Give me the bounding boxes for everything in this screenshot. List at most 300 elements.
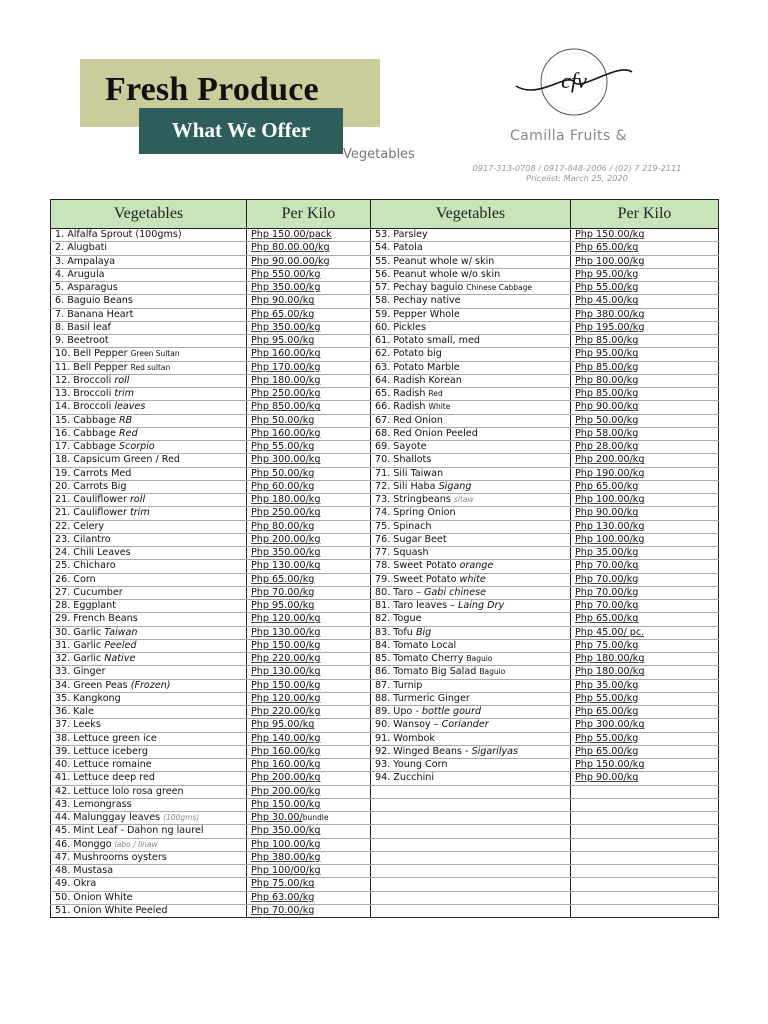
item-label: 78. Sweet Potato [375,560,457,572]
item-label: 73. Stringbeans [375,494,451,506]
price-value: Php 160.00/kg [251,348,321,360]
price-per-kilo [247,401,371,414]
item-label: 59. Pepper Whole [375,308,460,320]
vegetable-name [371,891,571,904]
item-label: 21. Cauliflower [55,507,127,519]
page-subtitle: What We Offer [171,118,311,142]
price-value: Php 350.00/kg [251,282,321,294]
table-row [51,255,719,268]
price-value: Php 350.00/kg [251,547,321,559]
table-row [51,732,719,745]
price-per-kilo [571,255,719,268]
price-per-kilo [571,282,719,295]
item-variant-note: labo / linaw [114,839,158,849]
table-row [51,242,719,255]
vegetable-name [51,520,247,533]
item-label: 84. Tomato Local [375,639,457,651]
price-per-kilo [571,759,719,772]
vegetable-name [51,560,247,573]
item-label: 25. Chicharo [55,560,116,572]
price-value: Php 55.00/kg [251,441,315,453]
price-value: Php 220.00/kg [251,706,321,718]
item-label: 51. Onion White Peeled [55,904,168,916]
item-label: 27. Cucumber [55,586,123,598]
price-per-kilo [571,891,719,904]
vegetable-name [51,865,247,878]
price-per-kilo [571,666,719,679]
price-per-kilo [247,467,371,480]
vegetable-name [51,255,247,268]
item-label: 38. Lettuce green ice [55,732,157,744]
vegetable-name [51,467,247,480]
vegetable-name [51,507,247,520]
price-value: Php 850.00/kg [251,401,321,413]
item-label: 12. Broccoli [55,374,112,386]
price-value: Php 70.00/kg [251,904,315,916]
item-label: 61. Potato small, med [375,335,480,347]
subtitle-banner [139,108,343,154]
item-label: 39. Lettuce iceberg [55,745,148,757]
item-variant-note: Native [104,653,136,665]
vegetable-name [51,374,247,387]
item-label: 6. Baguio Beans [55,295,133,307]
price-value: Php 130.00/kg [251,626,321,638]
price-per-kilo [247,480,371,493]
price-per-kilo [571,388,719,401]
price-per-kilo [571,480,719,493]
table-row [51,719,719,732]
vegetable-name [371,388,571,401]
item-label: 81. Taro leaves – [375,600,455,612]
price-per-kilo [571,348,719,361]
page-title: Fresh Produce [105,71,319,108]
price-value: Php 65.00/kg [251,308,315,320]
item-label: 58. Pechay native [375,295,461,307]
price-per-kilo [571,454,719,467]
table-row [51,480,719,493]
vegetable-name [51,759,247,772]
table-row [51,613,719,626]
price-per-kilo [247,626,371,639]
section-label: Vegetables [343,147,415,162]
item-label: 85. Tomato Cherry [375,653,464,665]
vegetable-name [51,851,247,864]
item-label: 40. Lettuce romaine [55,759,152,771]
price-value: Php 220.00/kg [251,653,321,665]
table-row [51,520,719,533]
item-label: 16. Cabbage [55,427,116,439]
vegetable-name [51,679,247,692]
price-value: Php 70.00/kg [251,586,315,598]
price-value: Php 150.00/kg [251,798,321,810]
item-variant-note: sitaw [453,495,474,505]
price-value: Php 95.00/kg [575,268,639,280]
vegetable-name [371,229,571,242]
item-label: 7. Banana Heart [55,308,134,320]
item-label: 20. Carrots Big [55,480,127,492]
price-per-kilo [247,361,371,374]
price-value: Php 180.00/kg [251,494,321,506]
table-row [51,454,719,467]
price-value: Php 180.00/kg [251,374,321,386]
price-value: Php 200.00/kg [575,454,645,466]
price-value: Php 65.00/kg [575,480,639,492]
item-label: 60. Pickles [375,321,426,333]
header-vegetables-left: Vegetables [51,200,247,229]
item-variant-note: (100gms) [163,813,200,823]
item-label: 36. Kale [55,706,94,718]
price-value: Php 150.00/kg [575,229,645,241]
table-row [51,653,719,666]
price-per-kilo [247,414,371,427]
price-per-kilo [247,706,371,719]
item-label: 54. Patola [375,242,423,254]
price-value: Php 180.00/kg [575,666,645,678]
vegetable-name [371,467,571,480]
item-label: 92. Winged Beans - [375,745,469,757]
item-label: 89. Upo - [375,706,419,718]
item-label: 19. Carrots Med [55,467,132,479]
price-value: Php 35.00/kg [575,679,639,691]
price-per-kilo [247,255,371,268]
item-label: 70. Shallots [375,454,432,466]
table-row [51,586,719,599]
price-per-kilo [247,759,371,772]
price-per-kilo [571,268,719,281]
price-per-kilo [247,454,371,467]
vegetable-name [371,494,571,507]
price-per-kilo [571,653,719,666]
price-per-kilo [247,282,371,295]
item-label: 82. Togue [375,613,422,625]
vegetable-name [371,547,571,560]
vegetable-name [371,268,571,281]
item-label: 44. Malunggay leaves [55,812,161,824]
price-value: Php 350.00/kg [251,825,321,837]
price-value: Php 170.00/kg [251,361,321,373]
item-label: 79. Sweet Potato [375,573,457,585]
vegetable-name [51,719,247,732]
table-row [51,706,719,719]
table-row [51,692,719,705]
item-label: 83. Tofu [375,626,413,638]
vegetable-name [51,480,247,493]
item-label: 93. Young Corn [375,759,448,771]
item-label: 37. Leeks [55,719,101,731]
price-value: Php 70.00/kg [575,560,639,572]
vegetable-name [371,613,571,626]
vegetable-name [51,626,247,639]
table-row [51,573,719,586]
table-row [51,878,719,891]
price-value: Php 150.00/kg [575,759,645,771]
item-label: 14. Broccoli [55,401,112,413]
vegetable-name [371,626,571,639]
price-per-kilo [571,719,719,732]
table-row [51,308,719,321]
price-per-kilo [571,520,719,533]
vegetable-name [51,401,247,414]
price-value: Php 130.00/kg [251,560,321,572]
item-label: 4. Arugula [55,268,105,280]
vegetable-name [51,666,247,679]
vegetable-name [51,653,247,666]
vegetable-name [371,335,571,348]
item-label: 42. Lettuce lolo rosa green [55,785,184,797]
price-value: Php 90.00/kg [575,507,639,519]
price-value: Php 380.00/kg [251,851,321,863]
vegetable-name [51,692,247,705]
item-variant-note: RB [119,414,133,426]
price-per-kilo [247,308,371,321]
price-per-kilo [247,666,371,679]
vegetable-name [51,745,247,758]
item-label: 88. Turmeric Ginger [375,692,470,704]
price-table [50,199,719,918]
item-label: 55. Peanut whole w/ skin [375,255,495,267]
item-label: 8. Basil leaf [55,321,111,333]
vegetable-name [51,388,247,401]
item-label: 29. French Beans [55,613,138,625]
price-per-kilo [247,348,371,361]
price-per-kilo [247,639,371,652]
price-per-kilo [571,242,719,255]
price-per-kilo [571,785,719,798]
price-per-kilo [571,798,719,811]
price-value: Php 75.00/kg [251,878,315,890]
price-per-kilo [247,560,371,573]
vegetable-name [371,904,571,917]
item-variant-note: Sigarilyas [471,745,519,757]
price-per-kilo [247,321,371,334]
vegetable-name [51,427,247,440]
table-row [51,335,719,348]
vegetable-name [371,692,571,705]
vegetable-name [371,308,571,321]
item-variant-note: roll [114,374,130,386]
price-per-kilo [571,626,719,639]
item-label: 22. Celery [55,520,105,532]
price-value: Php 65.00/kg [575,745,639,757]
vegetable-name [371,759,571,772]
vegetable-name [371,242,571,255]
price-value: Php 130.00/kg [575,520,645,532]
price-value: Php 180.00/kg [575,653,645,665]
table-row [51,348,719,361]
price-per-kilo [571,639,719,652]
item-label: 77. Squash [375,547,429,559]
item-label: 18. Capsicum Green / Red [55,454,180,466]
price-per-kilo [247,229,371,242]
item-label: 33. Ginger [55,666,106,678]
item-variant-note: (Frozen) [130,679,171,691]
price-value: Php 75.00/kg [575,639,639,651]
table-row [51,229,719,242]
vegetable-name [51,639,247,652]
item-label: 9. Beetroot [55,335,109,347]
vegetable-name [371,639,571,652]
price-value: Php 150.00/kg [251,639,321,651]
price-per-kilo [247,335,371,348]
vegetable-name [51,785,247,798]
price-per-kilo [247,613,371,626]
vegetable-name [51,533,247,546]
table-row [51,600,719,613]
table-row [51,547,719,560]
vegetable-name [51,308,247,321]
vegetable-name [371,255,571,268]
vegetable-name [371,295,571,308]
table-row [51,838,719,851]
price-per-kilo [247,878,371,891]
price-value: Php 120.00/kg [251,692,321,704]
item-label: 50. Onion White [55,891,133,903]
item-variant-note: Baguio [479,667,506,677]
table-row [51,639,719,652]
price-per-kilo [571,812,719,825]
vegetable-name [371,427,571,440]
vegetable-name [371,348,571,361]
price-per-kilo [571,467,719,480]
vegetable-name [51,706,247,719]
item-variant-note: White [428,402,451,412]
item-label: 43. Lemongrass [55,798,132,810]
price-per-kilo [571,414,719,427]
vegetable-name [371,600,571,613]
price-value: Php 100.00/kg [575,255,645,267]
item-label: 65. Radish [375,388,426,400]
price-value: Php 100.00/kg [575,494,645,506]
contact-phones: 0917-313-0708 / 0917-848-2006 / (02) 7 219-2111 [472,163,682,173]
item-variant-note: bottle gourd [421,706,482,718]
vegetable-name [51,335,247,348]
price-value: Php 95.00/kg [251,719,315,731]
price-value: Php 90.00/kg [251,295,315,307]
vegetable-name [51,613,247,626]
vegetable-name [51,891,247,904]
price-per-kilo [571,865,719,878]
item-variant-note: orange [459,560,494,572]
price-per-kilo [247,533,371,546]
price-value: Php 35.00/kg [575,547,639,559]
vegetable-name [371,785,571,798]
price-per-kilo [247,732,371,745]
item-label: 90. Wansoy – [375,719,439,731]
price-per-kilo [571,361,719,374]
item-label: 23. Cilantro [55,533,111,545]
price-per-kilo [571,600,719,613]
item-label: 31. Garlic [55,639,102,651]
table-row [51,401,719,414]
vegetable-name [51,295,247,308]
table-row [51,295,719,308]
price-value: Php 50.00/kg [251,467,315,479]
vegetable-name [371,666,571,679]
item-label: 71. Sili Taiwan [375,467,444,479]
table-row [51,374,719,387]
item-variant-note: Taiwan [104,626,138,638]
price-value: Php 55.00/kg [575,732,639,744]
price-per-kilo [571,732,719,745]
item-label: 68. Red Onion Peeled [375,427,478,439]
price-value: Php 250.00/kg [251,388,321,400]
vegetable-name [51,600,247,613]
vegetable-name [371,573,571,586]
item-label: 62. Potato big [375,348,442,360]
price-per-kilo [571,308,719,321]
price-value: Php 70.00/kg [575,600,639,612]
header-per-kilo-right: Per Kilo [571,200,719,229]
price-per-kilo [571,706,719,719]
table-header-row [51,200,719,229]
price-per-kilo [571,507,719,520]
item-label: 45. Mint Leaf - Dahon ng laurel [55,825,204,837]
price-value: Php 100/00/kg [251,865,321,877]
item-label: 63. Potato Marble [375,361,460,373]
vegetable-name [51,229,247,242]
item-variant-note: Green Sultan [130,349,180,359]
table-row [51,745,719,758]
price-per-kilo [571,679,719,692]
item-label: 74. Spring Onion [375,507,456,519]
price-value: Php 200.00/kg [251,785,321,797]
price-value: Php 85.00/kg [575,388,639,400]
price-per-kilo [247,692,371,705]
table-row [51,759,719,772]
item-label: 10. Bell Pepper [55,348,128,360]
vegetable-name [51,904,247,917]
price-value: Php 100.00/kg [251,838,321,850]
table-row [51,772,719,785]
item-label: 21. Cauliflower [55,494,127,506]
price-per-kilo [247,374,371,387]
item-variant-note: white [459,573,486,585]
price-value: Php 195.00/kg [575,321,645,333]
item-label: 67. Red Onion [375,414,443,426]
price-per-kilo [247,494,371,507]
vegetable-name [51,772,247,785]
item-label: 75. Spinach [375,520,432,532]
table-row [51,321,719,334]
header-vegetables-right: Vegetables [371,200,571,229]
price-per-kilo [247,719,371,732]
price-value: Php 200.00/kg [251,533,321,545]
vegetable-name [51,321,247,334]
vegetable-name [371,282,571,295]
item-label: 17. Cabbage [55,441,116,453]
table-row [51,825,719,838]
price-value: Php 95.00/kg [251,600,315,612]
price-per-kilo [571,851,719,864]
price-value: Php 50.00/kg [575,414,639,426]
price-per-kilo [571,586,719,599]
price-value: Php 160.00/kg [251,759,321,771]
vegetable-name [51,586,247,599]
price-per-kilo [247,798,371,811]
price-per-kilo [571,573,719,586]
item-label: 11. Bell Pepper [55,361,128,373]
item-variant-note: Big [415,626,432,638]
table-row [51,282,719,295]
vegetable-name [51,268,247,281]
table-row [51,494,719,507]
item-variant-note: trim [129,507,150,519]
item-label: 91. Wombok [375,732,435,744]
vegetable-name [51,798,247,811]
item-variant-note: Laing Dry [458,600,505,612]
price-value: Php 95.00/kg [251,335,315,347]
price-per-kilo [247,507,371,520]
